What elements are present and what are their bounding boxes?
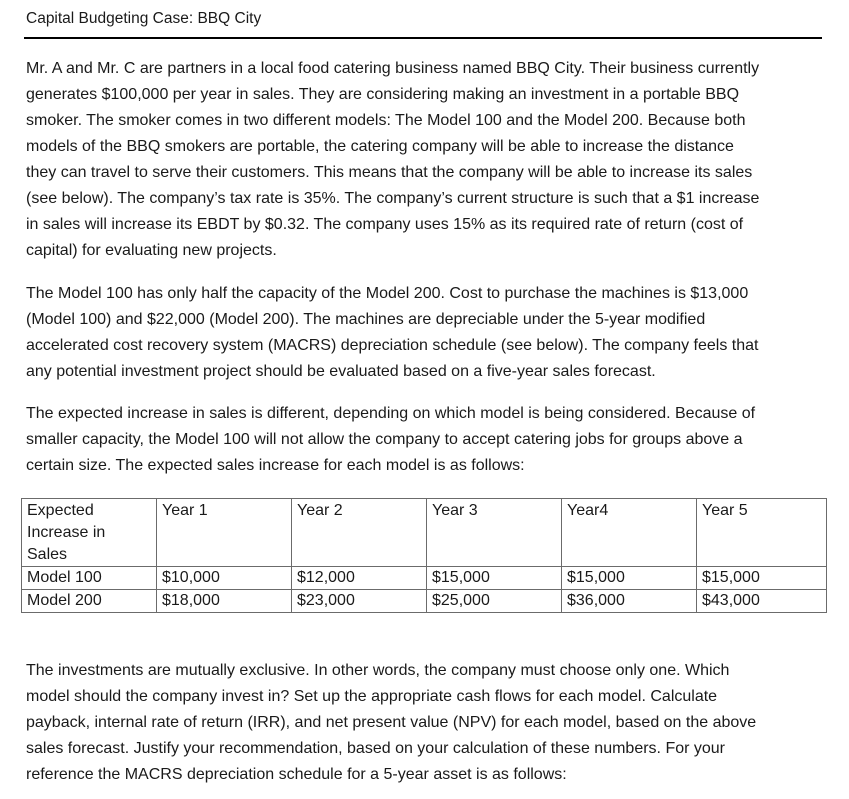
paragraph-line: models of the BBQ smokers are portable, the catering company will be able to increase the distance — [26, 138, 734, 155]
table-cell: $25,000 — [427, 590, 562, 613]
table-cell: $23,000 — [292, 590, 427, 613]
corner-header-line: Increase in — [27, 524, 106, 541]
column-header-year-3: Year 3 — [427, 499, 562, 567]
paragraph-assignment-instructions — [26, 658, 814, 788]
paragraph-line: accelerated cost recovery system (MACRS) depreciation schedule (see below). The company feels that — [26, 337, 759, 354]
table-cell: $36,000 — [562, 590, 697, 613]
row-label: Model 100 — [22, 567, 157, 590]
table-corner-header — [22, 499, 157, 567]
expected-sales-table — [21, 498, 827, 613]
paragraph-business-overview — [26, 56, 814, 264]
paragraph-line: generates $100,000 per year in sales. They are considering making an investment in a portable BBQ — [26, 86, 740, 103]
column-header-year-1: Year 1 — [157, 499, 292, 567]
row-label: Model 200 — [22, 590, 157, 613]
corner-header-line: Expected — [27, 502, 94, 519]
table-cell: $15,000 — [562, 567, 697, 590]
table-cell: $43,000 — [697, 590, 827, 613]
paragraph-line: (see below). The company’s tax rate is 35%. The company’s current structure is such that a $1 increase — [26, 190, 760, 207]
paragraph-line: The investments are mutually exclusive. In other words, the company must choose only one. Which — [26, 662, 730, 679]
document-title: Capital Budgeting Case: BBQ City — [26, 10, 262, 27]
table-header-row — [22, 499, 827, 567]
paragraph-line: Mr. A and Mr. C are partners in a local food catering business named BBQ City. Their business currently — [26, 60, 760, 77]
table-row-model-100 — [22, 567, 827, 590]
column-header-year-4: Year4 — [562, 499, 697, 567]
column-header-year-5: Year 5 — [697, 499, 827, 567]
paragraph-line: any potential investment project should be evaluated based on a five-year sales forecast. — [26, 363, 656, 380]
paragraph-line: they can travel to serve their customers. This means that the company will be able to increase its sales — [26, 164, 753, 181]
paragraph-line: (Model 100) and $22,000 (Model 200). The machines are depreciable under the 5-year modified — [26, 311, 706, 328]
column-header-year-2: Year 2 — [292, 499, 427, 567]
paragraph-line: payback, internal rate of return (IRR), and net present value (NPV) for each model, based on the above — [26, 714, 757, 731]
table-cell: $12,000 — [292, 567, 427, 590]
paragraph-line: certain size. The expected sales increase for each model is as follows: — [26, 457, 525, 474]
paragraph-line: capital) for evaluating new projects. — [26, 242, 277, 259]
title-underline — [24, 37, 822, 39]
paragraph-line: The expected increase in sales is different, depending on which model is being considered. Because of — [26, 405, 756, 422]
table-row-model-200 — [22, 590, 827, 613]
table-cell: $18,000 — [157, 590, 292, 613]
table-cell: $15,000 — [697, 567, 827, 590]
paragraph-sales-increase — [26, 401, 814, 479]
paragraph-line: The Model 100 has only half the capacity of the Model 200. Cost to purchase the machines is $13,000 — [26, 285, 749, 302]
paragraph-line: model should the company invest in? Set up the appropriate cash flows for each model. Calculate — [26, 688, 718, 705]
paragraph-line: smoker. The smoker comes in two different models: The Model 100 and the Model 200. Because both — [26, 112, 746, 129]
corner-header-line: Sales — [27, 546, 68, 563]
table-cell: $10,000 — [157, 567, 292, 590]
paragraph-line: smaller capacity, the Model 100 will not allow the company to accept catering jobs for groups above a — [26, 431, 743, 448]
paragraph-line: sales forecast. Justify your recommendation, based on your calculation of these numbers. For your — [26, 740, 726, 757]
table-cell: $15,000 — [427, 567, 562, 590]
paragraph-model-costs — [26, 281, 814, 385]
paragraph-line: in sales will increase its EBDT by $0.32. The company uses 15% as its required rate of return (cost of — [26, 216, 744, 233]
paragraph-line: reference the MACRS depreciation schedule for a 5-year asset is as follows: — [26, 766, 567, 783]
